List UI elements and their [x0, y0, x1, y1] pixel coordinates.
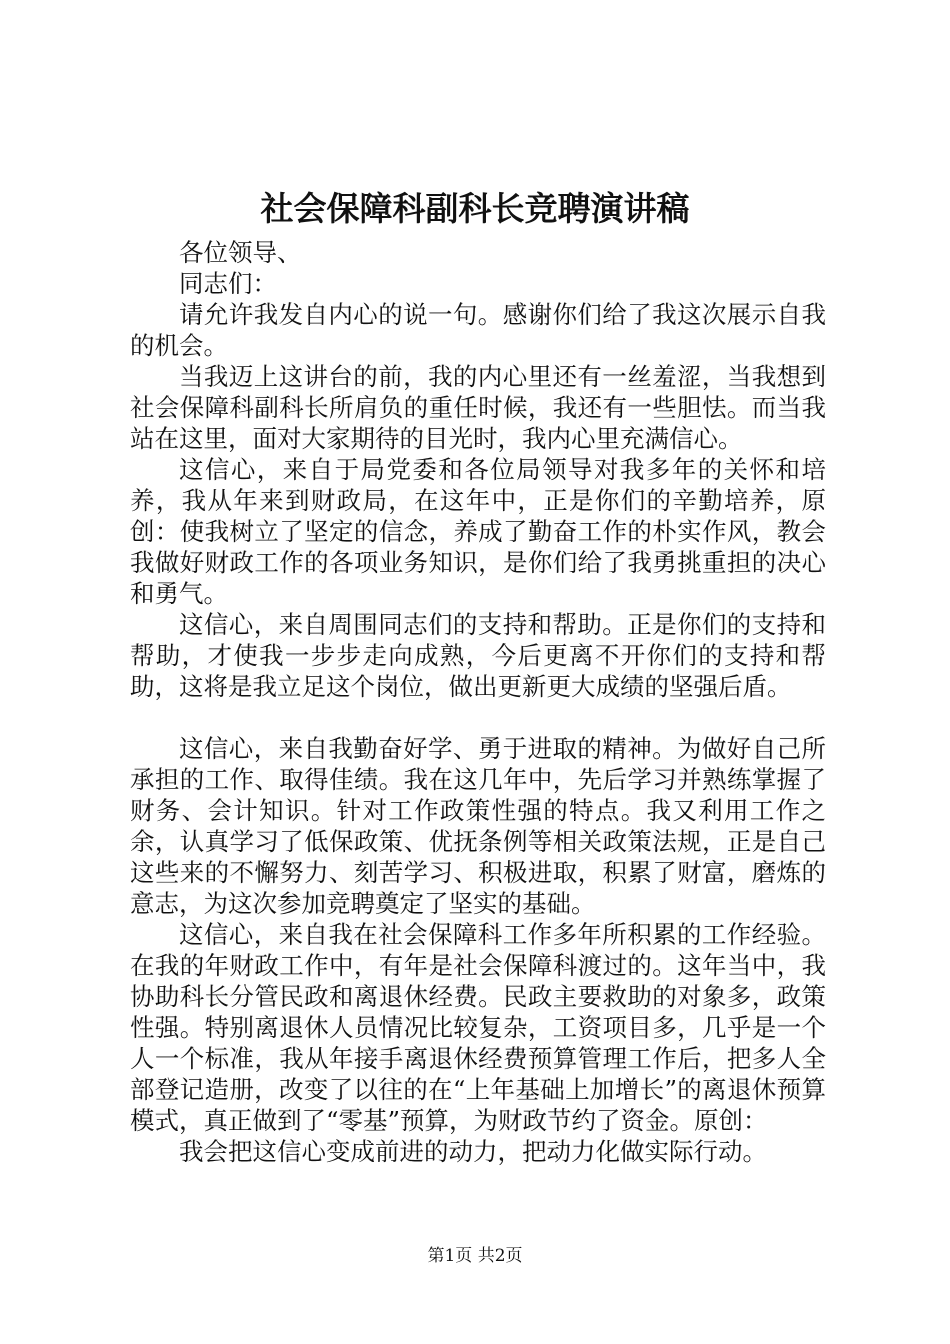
salutation-line-2: 同志们：: [179, 269, 277, 298]
document-title: 社会保障科副科长竞聘演讲稿: [260, 189, 690, 228]
paragraph-closing: 我会把这信心变成前进的动力，把动力化做实际行动。: [179, 1137, 767, 1166]
document-body: [130, 237, 826, 1167]
paragraph-podium: 当我迈上这讲台的前，我的内心里还有一丝羞涩，当我想到社会保障科副科长所肩负的重任时候，我还有一些胆怯。而当我站在这里，面对大家期待的目光时，我内心里充满信心。: [130, 362, 826, 453]
paragraph-gratitude: 请允许我发自内心的说一句。感谢你们给了我这次展示自我的机会。: [130, 300, 826, 360]
page-number-footer: 第1页 共2页: [427, 1246, 523, 1266]
paragraph-confidence-colleagues: 这信心，来自周围同志们的支持和帮助。正是你们的支持和帮助，才使我一步步走向成熟，今后更离不开你们的支持和帮助，这将是我立足这个岗位，做出更新更大成绩的坚强后盾。: [130, 610, 826, 701]
paragraph-confidence-experience: 这信心，来自我在社会保障科工作多年所积累的工作经验。在我的年财政工作中，有年是社会保障科渡过的。这年当中，我协助科长分管民政和离退休经费。民政主要救助的对象多，政策性强。特别离退休人员情况比较复杂，工资项目多，几乎是一个人一个标准，我从年接手离退休经费预算管理工作后，把多人全部登记造册，改变了以往的在“上年基础上加增长”的离退休预算模式，真正做到了“零基”预算，为财政节约了资金。原创：: [130, 920, 826, 1135]
paragraph-confidence-diligence: 这信心，来自我勤奋好学、勇于进取的精神。为做好自己所承担的工作、取得佳绩。我在这几年中，先后学习并熟练掌握了财务、会计知识。针对工作政策性强的特点。我又利用工作之余，认真学习了低保政策、优抚条例等相关政策法规，正是自己这些来的不懈努力、刻苦学习、积极进取，积累了财富，磨炼的意志，为这次参加竞聘奠定了坚实的基础。: [130, 734, 826, 918]
salutation-line-1: 各位领导、: [179, 238, 302, 267]
paragraph-confidence-leadership: 这信心，来自于局党委和各位局领导对我多年的关怀和培养，我从年来到财政局，在这年中，正是你们的辛勤培养，原创：使我树立了坚定的信念，养成了勤奋工作的朴实作风，教会我做好财政工作的各项业务知识，是你们给了我勇挑重担的决心和勇气。: [130, 455, 826, 608]
